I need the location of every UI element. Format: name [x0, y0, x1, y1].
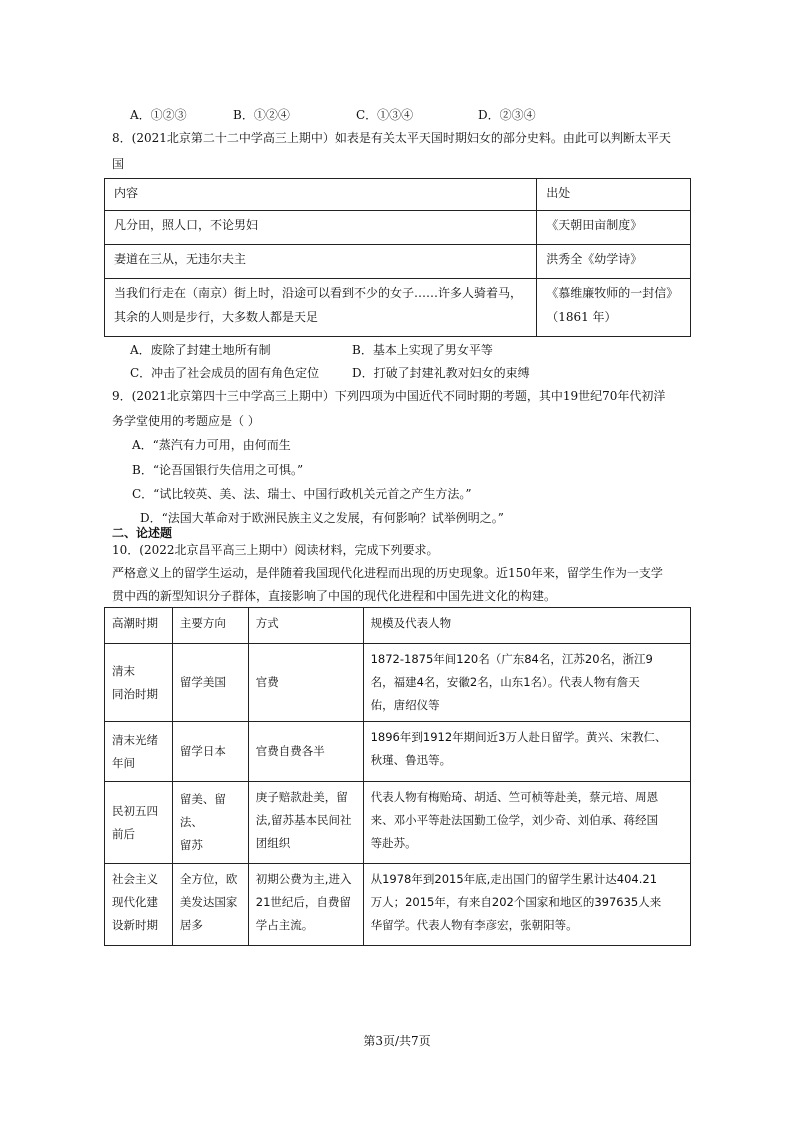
q8-option-a: A．废除了封建土地所有制 — [130, 343, 271, 357]
table-row — [105, 722, 691, 782]
content-cell: 凡分田，照人口，不论男妇 — [105, 211, 537, 245]
q8-option-c: C．冲击了社会成员的固有角色定位 — [130, 366, 320, 380]
q8-stem-line1: 8．(2021北京第二十二中学高三上期中）如表是有关太平天国时期妇女的部分史料。由此可以判断太平天 — [112, 131, 671, 145]
method-cell: 官费自费各半 — [248, 722, 363, 782]
page-footer: 第3页/共7页 — [363, 1034, 431, 1048]
q10-para-line1: 严格意义上的留学生运动，是伴随着我国现代化进程而出现的历史现象。近150年来，留学生作为一支学 — [112, 566, 663, 580]
q9-stem-line1: 9．(2021北京第四十三中学高三上期中）下列四项为中国近代不同时期的考题，其中19世纪70年代初洋 — [112, 389, 666, 403]
header-cell: 主要方向 — [172, 608, 248, 644]
q7-option-d: D．②③④ — [478, 108, 536, 122]
q9-stem-line2: 务学堂使用的考题应是（ ） — [112, 414, 260, 428]
q7-option-a: A．①②③ — [130, 108, 187, 122]
period-cell: 清末光绪 年间 — [105, 722, 173, 782]
q9-option-a: A．“蒸汽有力可用，由何而生 — [132, 438, 291, 452]
table-row — [105, 245, 691, 279]
method-cell: 官费 — [248, 644, 363, 722]
q8-stem-line2: 国 — [112, 157, 125, 171]
period-cell: 清末 同治时期 — [105, 644, 173, 722]
scale-cell: 1872-1875年间120名（广东84名，江苏20名，浙江9 名，福建4名，安徽2名，山东1名）。代表人物有詹天 佑，唐绍仪等 — [363, 644, 690, 722]
header-cell: 规模及代表人物 — [363, 608, 690, 644]
q9-option-b: B．“论吾国银行失信用之可惧。” — [132, 463, 304, 477]
content-cell: 妻道在三从，无违尔夫主 — [105, 245, 537, 279]
table-row — [105, 211, 691, 245]
q8-option-d: D．打破了封建礼教对妇女的束缚 — [352, 366, 530, 380]
method-cell: 初期公费为主,进入 21世纪后，自费留 学占主流。 — [248, 864, 363, 946]
q8-table — [104, 178, 691, 337]
q9-option-d: D．“法国大革命对于欧洲民族主义之发展，有何影响？试举例明之。” — [140, 511, 504, 525]
header-cell: 出处 — [537, 179, 691, 211]
source-cell: 《天朝田亩制度》 — [537, 211, 691, 245]
q10-stem: 10．(2022北京昌平高三上期中）阅读材料，完成下列要求。 — [112, 543, 439, 557]
direction-cell: 留美、留法、 留苏 — [172, 782, 248, 864]
q7-option-c: C．①③④ — [356, 108, 414, 122]
scale-cell: 从1978年到2015年底,走出国门的留学生累计达404.21 万人；2015年，有来自202个国家和地区的397635人来 华留学。代表人物有李彦宏，张朝阳等。 — [363, 864, 690, 946]
scale-cell: 1896年到1912年期间近3万人赴日留学。黄兴、宋教仁、 秋瑾、鲁迅等。 — [363, 722, 690, 782]
table-row — [105, 864, 691, 946]
header-cell: 方式 — [248, 608, 363, 644]
table-row — [105, 644, 691, 722]
q8-option-b: B．基本上实现了男女平等 — [352, 343, 493, 357]
table-header-row — [105, 179, 691, 211]
q7-option-b: B．①②④ — [233, 108, 290, 122]
header-cell: 内容 — [105, 179, 537, 211]
content-cell: 当我们行走在（南京）街上时，沿途可以看到不少的女子……许多人骑着马， 其余的人则是步行，大多数人都是天足 — [105, 279, 537, 337]
direction-cell: 留学美国 — [172, 644, 248, 722]
table-row — [105, 782, 691, 864]
q9-option-c: C．“试比较英、美、法、瑞士、中国行政机关元首之产生方法。” — [132, 487, 472, 501]
source-cell: 洪秀全《幼学诗》 — [537, 245, 691, 279]
period-cell: 社会主义 现代化建 设新时期 — [105, 864, 173, 946]
q10-para-line2: 贯中西的新型知识分子群体，直接影响了中国的现代化进程和中国先进文化的构建。 — [112, 589, 557, 603]
table-header-row — [105, 608, 691, 644]
period-cell: 民初五四 前后 — [105, 782, 173, 864]
q10-table — [104, 607, 691, 946]
method-cell: 庚子赔款赴美，留 法,留苏基本民间社 团组织 — [248, 782, 363, 864]
source-cell: 《慕维廉牧师的一封信》 （1861 年） — [537, 279, 691, 337]
q7-options — [130, 106, 730, 124]
direction-cell: 留学日本 — [172, 722, 248, 782]
direction-cell: 全方位，欧 美发达国家 居多 — [172, 864, 248, 946]
section-heading: 二、论述题 — [112, 526, 173, 540]
scale-cell: 代表人物有梅贻琦、胡适、竺可桢等赴美，蔡元培、周恩 来、邓小平等赴法国勤工俭学，刘少奇、刘伯承、蒋经国 等赴苏。 — [363, 782, 690, 864]
table-row — [105, 279, 691, 337]
header-cell: 高潮时期 — [105, 608, 173, 644]
